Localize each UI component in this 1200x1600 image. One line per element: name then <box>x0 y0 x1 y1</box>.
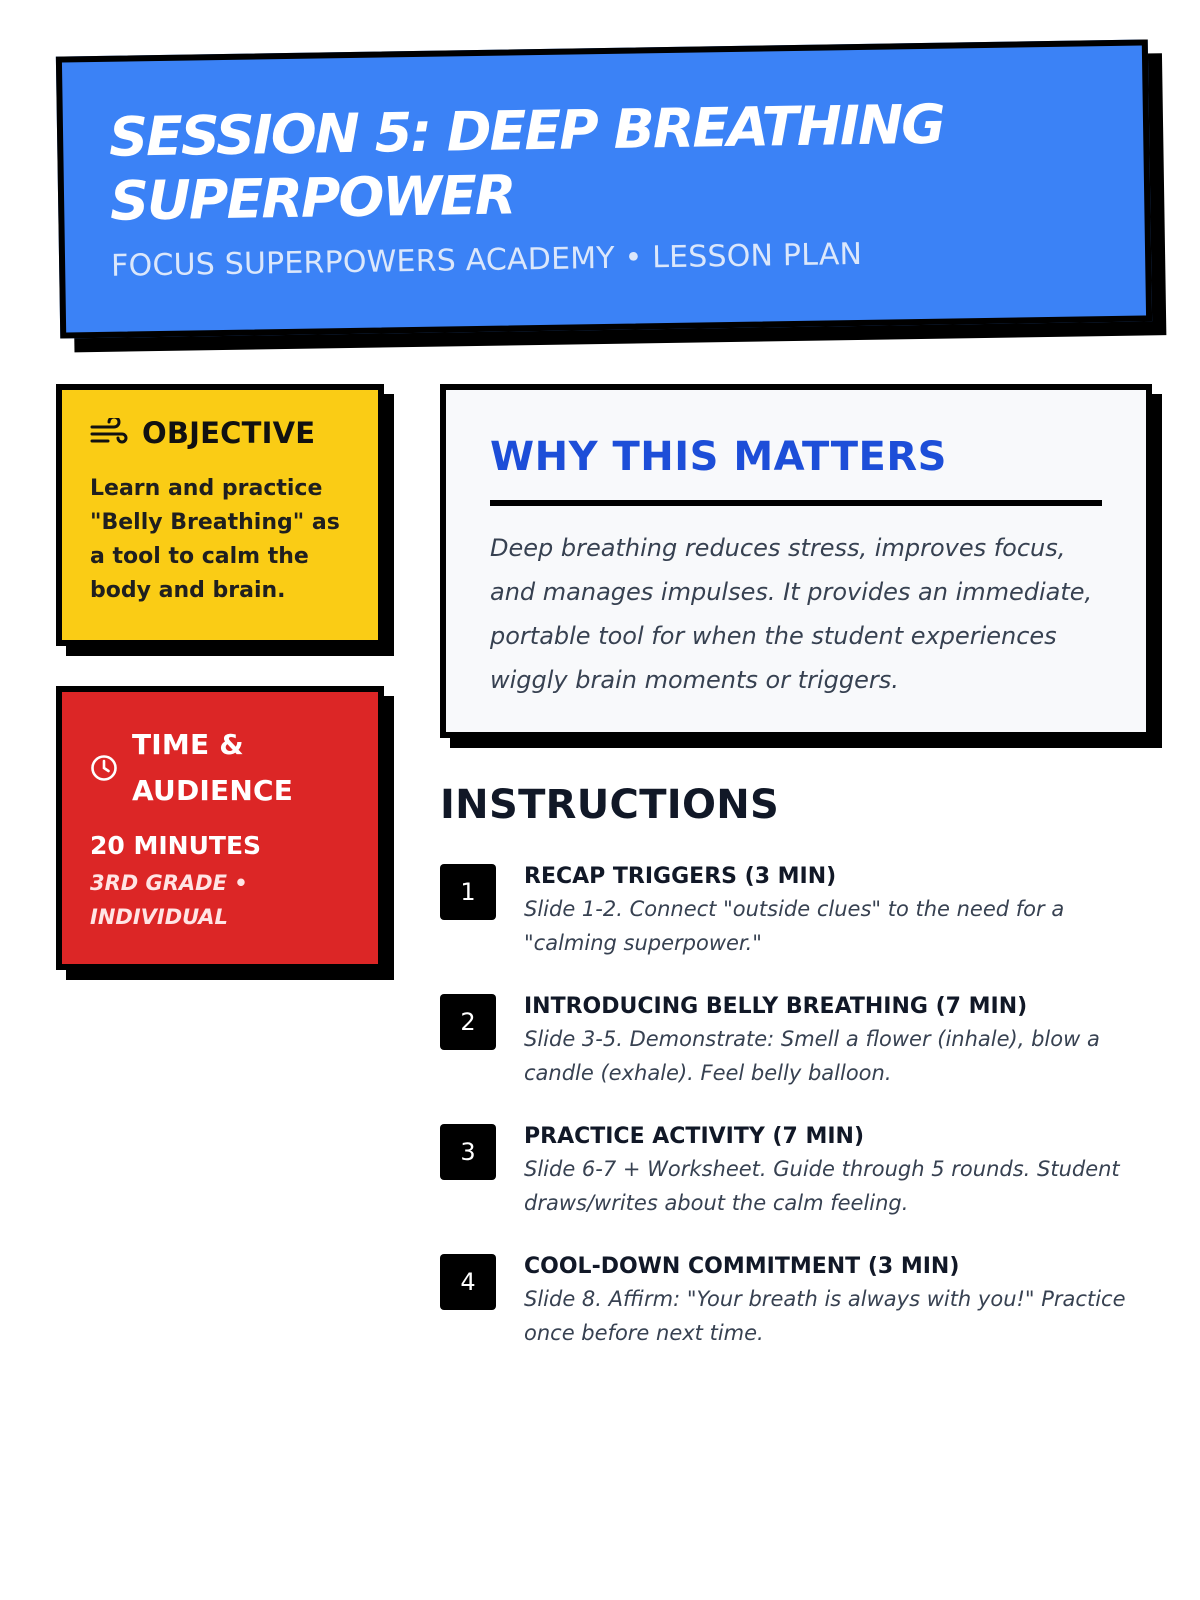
step-title: COOL-DOWN COMMITMENT (3 MIN) <box>524 1254 960 1279</box>
instruction-step <box>440 1252 1160 1350</box>
header-banner <box>56 39 1152 338</box>
page-subtitle: FOCUS SUPERPOWERS ACADEMY • LESSON PLAN <box>110 236 863 284</box>
time-audience-card <box>56 686 384 970</box>
step-description: Slide 8. Affirm: "Your breath is always with you!" Practice once before next time. <box>524 1287 1126 1345</box>
step-number-badge: 2 <box>440 994 496 1050</box>
step-number-badge: 4 <box>440 1254 496 1310</box>
step-description: Slide 1-2. Connect "outside clues" to the need for a "calming superpower." <box>524 897 1065 955</box>
why-text: Deep breathing reduces stress, improves focus, and manages impulses. It provides an immediate, portable tool for when the student experiences wiggly brain moments or triggers. <box>490 534 1093 694</box>
step-body <box>524 862 1160 960</box>
objective-text: Learn and practice "Belly Breathing" as a tool to calm the body and brain. <box>90 476 340 603</box>
instructions-section <box>440 780 1160 1382</box>
audience-text: 3RD GRADE • INDIVIDUAL <box>90 871 248 929</box>
step-description: Slide 3-5. Demonstrate: Smell a flower (inhale), blow a candle (exhale). Feel belly balloon. <box>524 1027 1100 1085</box>
step-title: PRACTICE ACTIVITY (7 MIN) <box>524 1124 865 1149</box>
why-heading: WHY THIS MATTERS <box>490 434 947 480</box>
clock-icon <box>90 754 118 782</box>
objective-heading: OBJECTIVE <box>142 416 316 450</box>
step-title: INTRODUCING BELLY BREATHING (7 MIN) <box>524 994 1028 1019</box>
wind-icon <box>90 418 128 448</box>
step-body <box>524 992 1160 1090</box>
duration-text: 20 MINUTES <box>90 831 262 860</box>
objective-card <box>56 384 384 646</box>
why-this-matters-card <box>440 384 1152 738</box>
step-title: RECAP TRIGGERS (3 MIN) <box>524 864 837 889</box>
instructions-heading: INSTRUCTIONS <box>440 782 780 828</box>
instruction-step <box>440 862 1160 960</box>
step-body <box>524 1252 1160 1350</box>
step-description: Slide 6-7 + Worksheet. Guide through 5 rounds. Student draws/writes about the calm feeling. <box>524 1157 1120 1215</box>
page-title: SESSION 5: DEEP BREATHING SUPERPOWER <box>108 92 944 233</box>
step-number-badge: 3 <box>440 1124 496 1180</box>
why-divider <box>490 500 1102 506</box>
header-panel <box>56 39 1152 338</box>
step-number-badge: 1 <box>440 864 496 920</box>
objective-heading-row <box>90 416 350 450</box>
time-heading: TIME & AUDIENCE <box>132 728 294 807</box>
time-heading-row <box>90 722 350 814</box>
step-body <box>524 1122 1160 1220</box>
instruction-steps <box>440 862 1160 1350</box>
instruction-step <box>440 992 1160 1090</box>
instruction-step <box>440 1122 1160 1220</box>
